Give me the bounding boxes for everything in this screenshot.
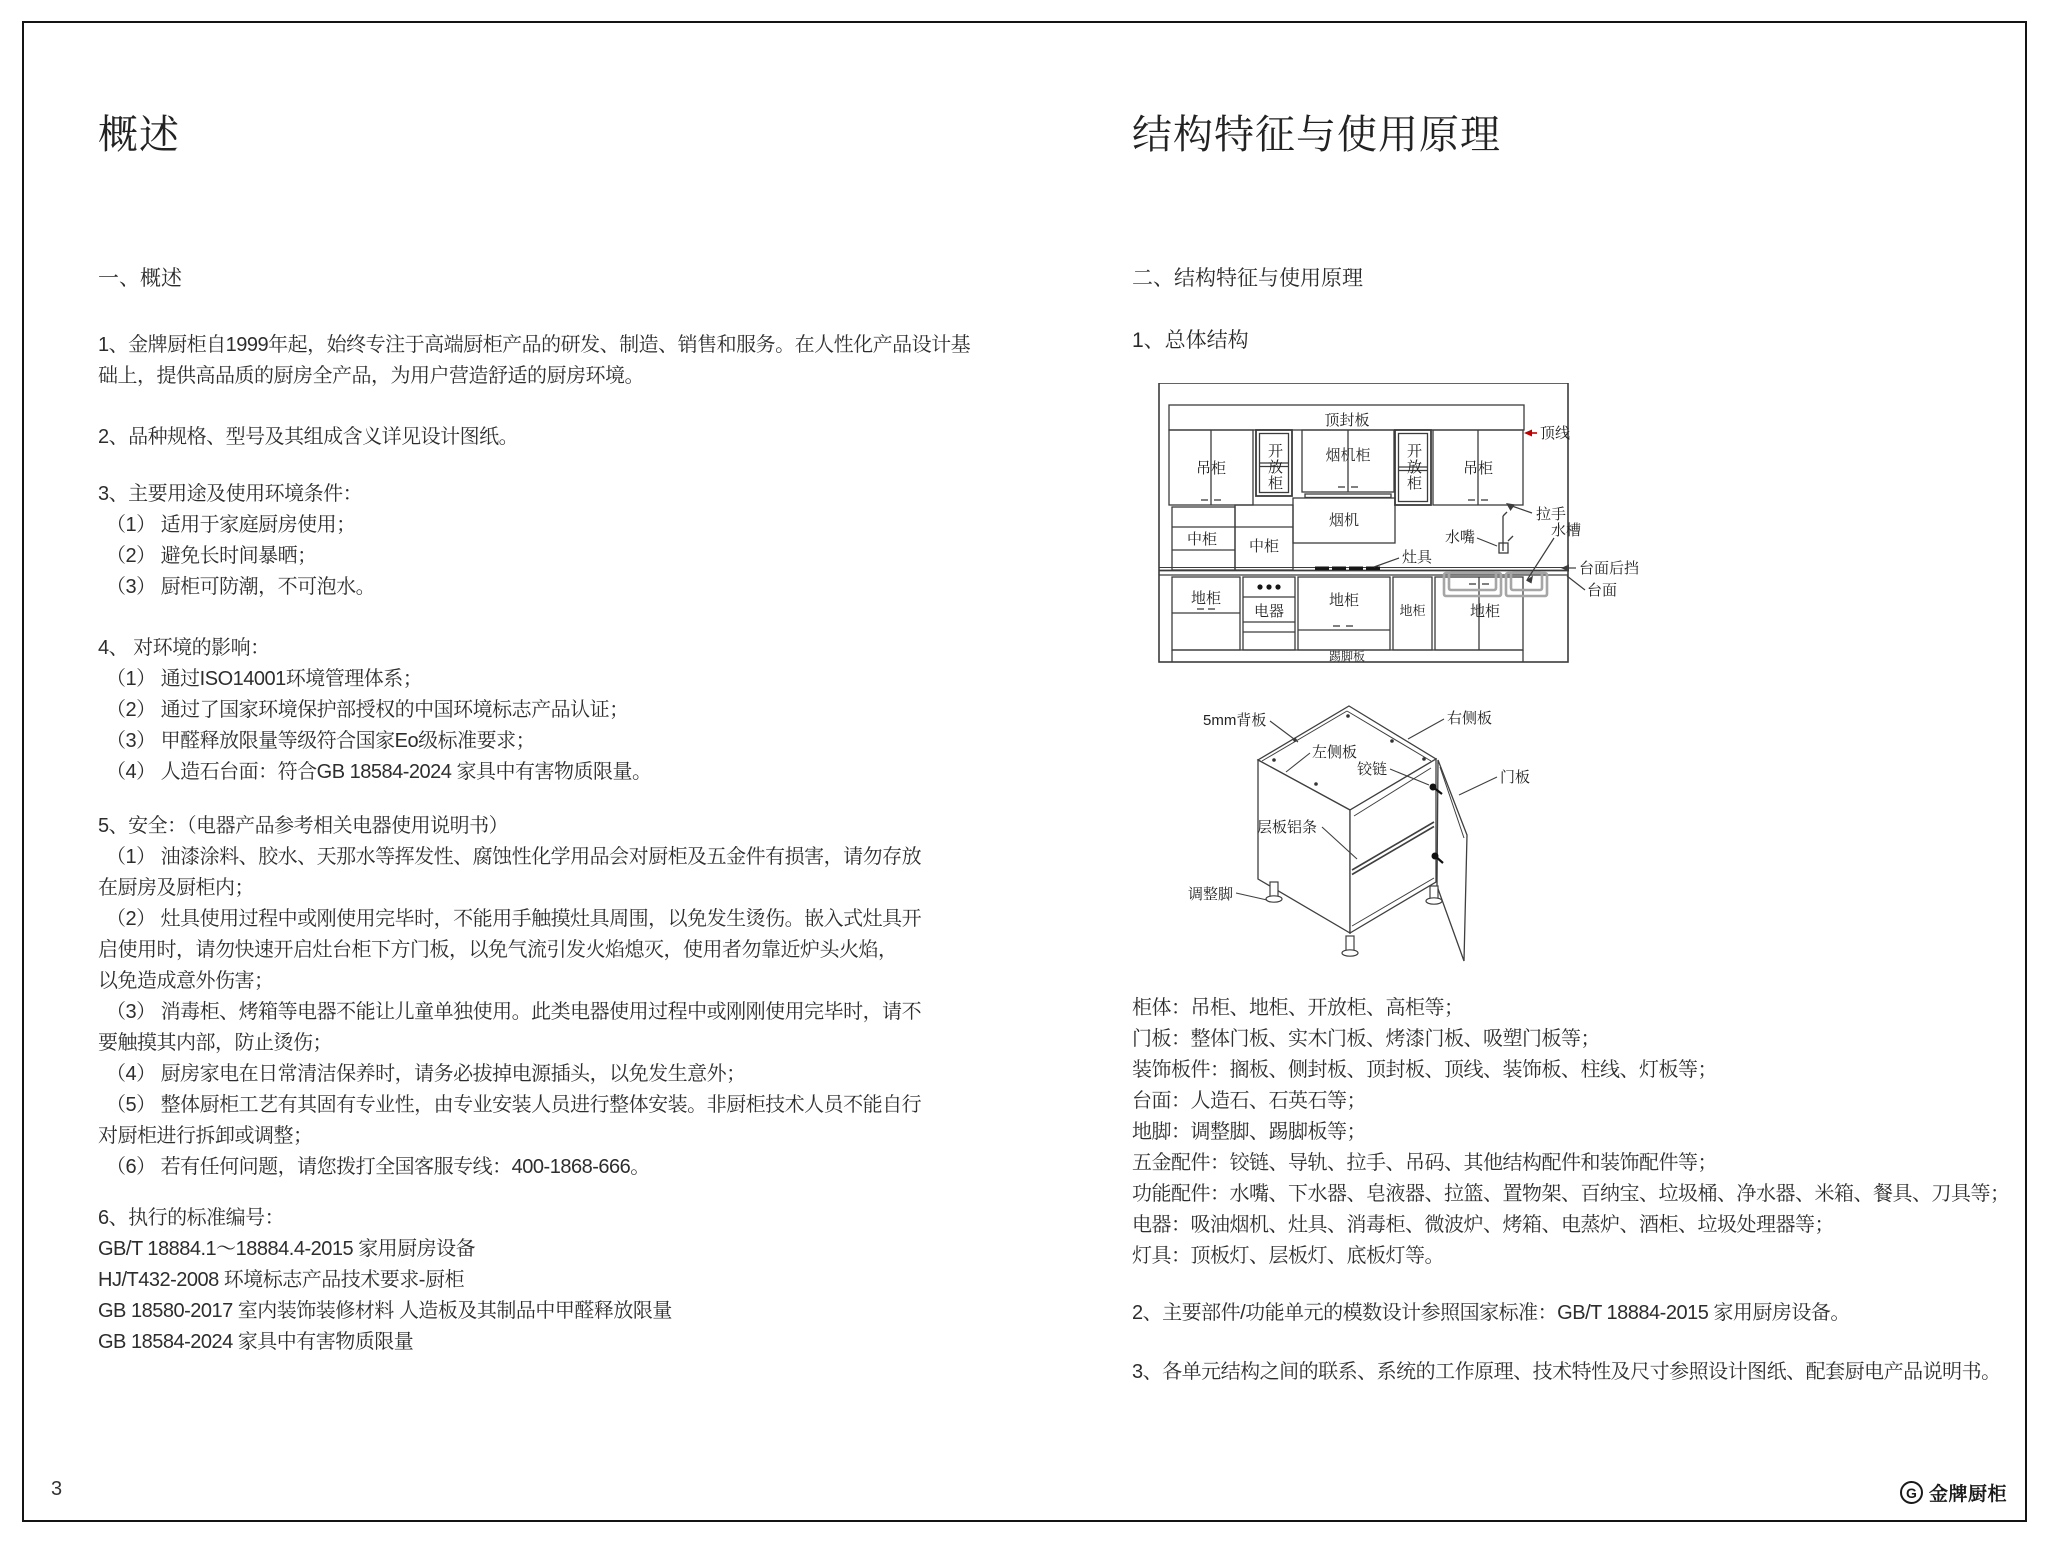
text-line: 在厨房及厨柜内； [98, 877, 254, 899]
left-block-1 [98, 330, 970, 392]
text-line: 以免造成意外伤害； [98, 970, 274, 992]
text-line: 电器：吸油烟机、灶具、消毒柜、微波炉、烤箱、电蒸炉、酒柜、垃圾处理器等； [1132, 1214, 1834, 1236]
text-line: 灯具：顶板灯、层板灯、底板灯等。 [1132, 1245, 1444, 1267]
text-line: 5、安全：（电器产品参考相关电器使用说明书） [98, 815, 509, 837]
label-countertop: 台面 [1587, 582, 1618, 599]
text-line: GB/T 18884.1～18884.4-2015 家用厨房设备 [98, 1238, 476, 1260]
right-page-title: 结构特征与使用原理 [1132, 113, 1501, 157]
text-line: 启使用时，请勿快速开启灶台柜下方门板，以免气流引发火焰熄灭，使用者勿靠近炉头火焰， [98, 939, 898, 961]
right-item-3 [1132, 1357, 2001, 1388]
label-hood-cabinet: 烟机柜 [1325, 447, 1371, 464]
text-line: GB 18580-2017 室内装饰装修材料 人造板及其制品中甲醛释放限量 [98, 1300, 672, 1322]
left-block-5 [98, 811, 921, 1183]
text-line: 门板：整体门板、实木门板、烤漆门板、吸塑门板等； [1132, 1028, 1600, 1050]
label-base-cabinet-1: 地柜 [1190, 590, 1222, 607]
text-line: （6） 若有任何问题，请您拨打全国客服专线：400-1868-666。 [106, 1156, 650, 1178]
label-door-panel: 门板 [1500, 769, 1531, 786]
text-line: （1） 适用于家庭厨房使用； [106, 514, 356, 536]
text-line: GB 18584-2024 家具中有害物质限量 [98, 1331, 414, 1353]
text-line: 6、执行的标准编号： [98, 1207, 285, 1229]
text-line: 2、品种规格、型号及其组成含义详见设计图纸。 [98, 426, 519, 448]
text-line: 要触摸其内部，防止烫伤； [98, 1032, 332, 1054]
label-left-panel: 左侧板 [1312, 744, 1358, 761]
text-line: （4） 人造石台面：符合GB 18584-2024 家具中有害物质限量。 [106, 761, 652, 783]
right-item-2 [1132, 1298, 1850, 1329]
brand-logo-text: 金牌厨柜 [1929, 1484, 2008, 1505]
text-line: 地脚：调整脚、踢脚板等； [1132, 1121, 1366, 1143]
label-wall-cabinet-left: 吊柜 [1195, 460, 1227, 477]
left-section-heading: 一、概述 [98, 267, 182, 290]
label-base-cabinet-2: 地柜 [1328, 592, 1360, 609]
label-shelf-strip: 层板铝条 [1257, 819, 1318, 836]
text-line: 对厨柜进行拆卸或调整； [98, 1125, 313, 1147]
appliance-knobs [1257, 584, 1280, 589]
label-back-panel: 5mm背板 [1203, 712, 1267, 729]
label-handle: 拉手 [1536, 506, 1567, 523]
text-line: （3） 消毒柜、烤箱等电器不能让儿童单独使用。此类电器使用过程中或刚刚使用完毕时，请不 [106, 1001, 922, 1023]
label-top-panel: 顶封板 [1324, 412, 1370, 429]
left-block-3 [98, 479, 375, 603]
text-line: HJ/T432-2008 环境标志产品技术要求-厨柜 [98, 1269, 464, 1291]
label-mid-cabinet-1: 中柜 [1186, 531, 1218, 548]
text-line: （1） 油漆涂料、胶水、天那水等挥发性、腐蚀性化学用品会对厨柜及五金件有损害，请勿存放 [106, 846, 922, 868]
right-sub-heading: 1、总体结构 [1132, 329, 1249, 352]
label-base-cabinet-3: 地柜 [1399, 603, 1426, 618]
text-line: 功能配件：水嘴、下水器、皂液器、拉篮、置物架、百纳宝、垃圾桶、净水器、米箱、餐具、刀具等； [1132, 1183, 2010, 1205]
label-backsplash: 台面后挡 [1579, 560, 1640, 577]
label-open-cabinet-1: 开放柜 [1266, 443, 1283, 491]
left-block-6 [98, 1203, 672, 1358]
label-wall-cabinet-right: 吊柜 [1462, 460, 1494, 477]
left-block-4 [98, 633, 651, 788]
label-top-line: 顶线 [1540, 425, 1571, 442]
label-hinge: 铰链 [1357, 761, 1388, 778]
label-faucet: 水嘴 [1444, 529, 1475, 546]
label-base-cabinet-4: 地柜 [1469, 603, 1501, 620]
label-open-cabinet-2: 开放柜 [1405, 443, 1422, 491]
text-line: （3） 厨柜可防潮，不可泡水。 [106, 576, 376, 598]
text-line: 台面：人造石、石英石等； [1132, 1090, 1366, 1112]
brand-logo [1900, 1479, 2007, 1506]
text-line: 4、 对环境的影响： [98, 637, 270, 659]
text-line: 2、主要部件/功能单元的模数设计参照国家标准：GB/T 18884-2015 家用厨房设备。 [1132, 1302, 1850, 1324]
right-section-heading: 二、结构特征与使用原理 [1132, 267, 1363, 290]
text-line: （2） 灶具使用过程中或刚使用完毕时，不能用手触摸灶具周围，以免发生烫伤。嵌入式灶具开 [106, 908, 922, 930]
label-sink: 水槽 [1551, 522, 1582, 539]
label-hob: 灶具 [1402, 549, 1433, 566]
text-line: 3、各单元结构之间的联系、系统的工作原理、技术特性及尺寸参照设计图纸、配套厨电产品说明书。 [1132, 1361, 2001, 1383]
text-line: （5） 整体厨柜工艺有其固有专业性，由专业安装人员进行整体安装。非厨柜技术人员不能自行 [106, 1094, 922, 1116]
text-line: （2） 通过了国家环境保护部授权的中国环境标志产品认证； [106, 699, 629, 721]
text-line: 五金配件：铰链、导轨、拉手、吊码、其他结构配件和装饰配件等； [1132, 1152, 1717, 1174]
label-hood: 烟机 [1328, 512, 1360, 529]
text-line: （1） 通过ISO14001环境管理体系； [106, 668, 423, 690]
base-cabinet-3d-diagram [1140, 680, 1640, 1000]
text-line: （2） 避免长时间暴晒； [106, 545, 317, 567]
text-line: （3） 甲醛释放限量等级符合国家Eo级标准要求； [106, 730, 536, 752]
text-line: 装饰板件：搁板、侧封板、顶封板、顶线、装饰板、柱线、灯板等； [1132, 1059, 1717, 1081]
label-mid-cabinet-2: 中柜 [1248, 538, 1280, 555]
label-kickboard: 踢脚板 [1328, 649, 1366, 664]
text-line: 1、金牌厨柜自1999年起，始终专注于高端厨柜产品的研发、制造、销售和服务。在人性化产品设计基 [98, 334, 971, 356]
text-line: （4） 厨房家电在日常清洁保养时，请务必拔掉电源插头，以免发生意外； [106, 1063, 746, 1085]
text-line: 础上，提供高品质的厨房全产品，为用户营造舒适的厨房环境。 [98, 365, 644, 387]
text-line: 柜体：吊柜、地柜、开放柜、高柜等； [1132, 997, 1464, 1019]
label-right-panel: 右侧板 [1447, 710, 1493, 727]
left-block-2 [98, 422, 518, 453]
top-line-arrow [1524, 430, 1537, 437]
label-adjust-feet: 调整脚 [1188, 886, 1234, 903]
brand-logo-icon: G [1900, 1481, 1923, 1504]
component-list [1132, 993, 2010, 1272]
page-number: 3 [51, 1478, 63, 1500]
left-page-title: 概述 [98, 113, 180, 157]
kitchen-elevation-diagram [1155, 383, 1655, 668]
label-appliance: 电器 [1253, 603, 1285, 620]
text-line: 3、主要用途及使用环境条件： [98, 483, 363, 505]
